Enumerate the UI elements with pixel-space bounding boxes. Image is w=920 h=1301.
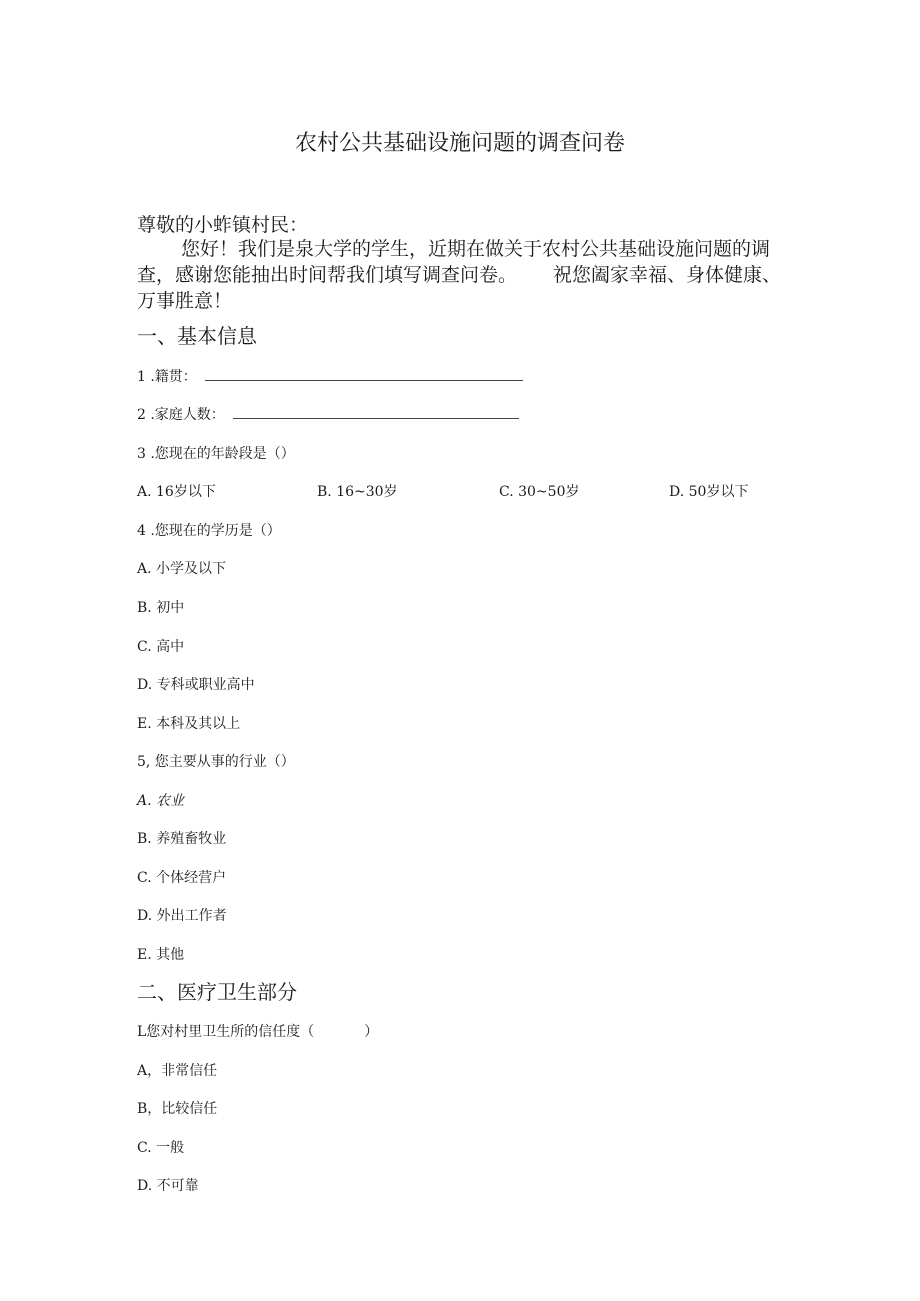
option-age-b[interactable]: B. 16~30岁 xyxy=(317,484,398,500)
intro-paragraph xyxy=(137,236,785,314)
option-occupation-c[interactable]: C. 个体经营户 xyxy=(137,870,227,886)
section-medical: 二、医疗卫生部分 xyxy=(137,980,297,1004)
option-education-c[interactable]: C. 高中 xyxy=(137,639,185,655)
question-occupation: 5, 您主要从事的行业（） xyxy=(137,754,295,770)
intro-wish: 祝您阖家幸福、身体健康、万事胜意！ xyxy=(137,264,782,312)
option-age-a[interactable]: A. 16岁以下 xyxy=(137,484,216,500)
question-label: 1 .籍贯： xyxy=(137,369,197,385)
intro-main: 您好！我们是泉大学的学生，近期在做关于农村公共基础设施问题的调查，感谢您能抽出时间帮我们填写调查问卷。 xyxy=(137,238,771,286)
option-age-c[interactable]: C. 30~50岁 xyxy=(499,484,580,500)
option-trust-a[interactable]: A，非常信任 xyxy=(137,1063,218,1079)
option-occupation-e[interactable]: E. 其他 xyxy=(137,947,185,963)
hometown-answer-blank[interactable] xyxy=(205,366,523,381)
page-title: 农村公共基础设施问题的调查问卷 xyxy=(294,131,625,156)
question-household-size xyxy=(137,404,519,424)
question-hometown xyxy=(137,366,523,386)
option-occupation-b[interactable]: B. 养殖畜牧业 xyxy=(137,831,227,847)
section-basic-info: 一、基本信息 xyxy=(137,324,257,348)
question-label: 2 .家庭人数： xyxy=(137,407,225,423)
salutation: 尊敬的小蚱镇村民： xyxy=(137,214,309,236)
question-clinic-trust xyxy=(137,1021,378,1041)
option-education-d[interactable]: D. 专科或职业高中 xyxy=(137,677,255,693)
question-close-paren: ） xyxy=(364,1024,379,1040)
option-occupation-d[interactable]: D. 外出工作者 xyxy=(137,908,227,924)
option-trust-b[interactable]: B，比较信任 xyxy=(137,1101,218,1117)
option-age-d[interactable]: D. 50岁以下 xyxy=(669,484,749,500)
option-occupation-a[interactable]: A. 农业 xyxy=(137,793,185,809)
question-education: 4 .您现在的学历是（） xyxy=(137,523,281,539)
question-label: L您对村里卫生所的信任度（ xyxy=(137,1024,315,1040)
option-education-b[interactable]: B. 初中 xyxy=(137,600,185,616)
option-education-e[interactable]: E. 本科及其以上 xyxy=(137,716,241,732)
option-trust-d[interactable]: D. 不可靠 xyxy=(137,1178,199,1194)
option-education-a[interactable]: A. 小学及以下 xyxy=(137,561,227,577)
option-trust-c[interactable]: C. 一般 xyxy=(137,1140,185,1156)
household-size-answer-blank[interactable] xyxy=(233,404,519,419)
question-age-group: 3 .您现在的年龄段是（） xyxy=(137,446,295,462)
